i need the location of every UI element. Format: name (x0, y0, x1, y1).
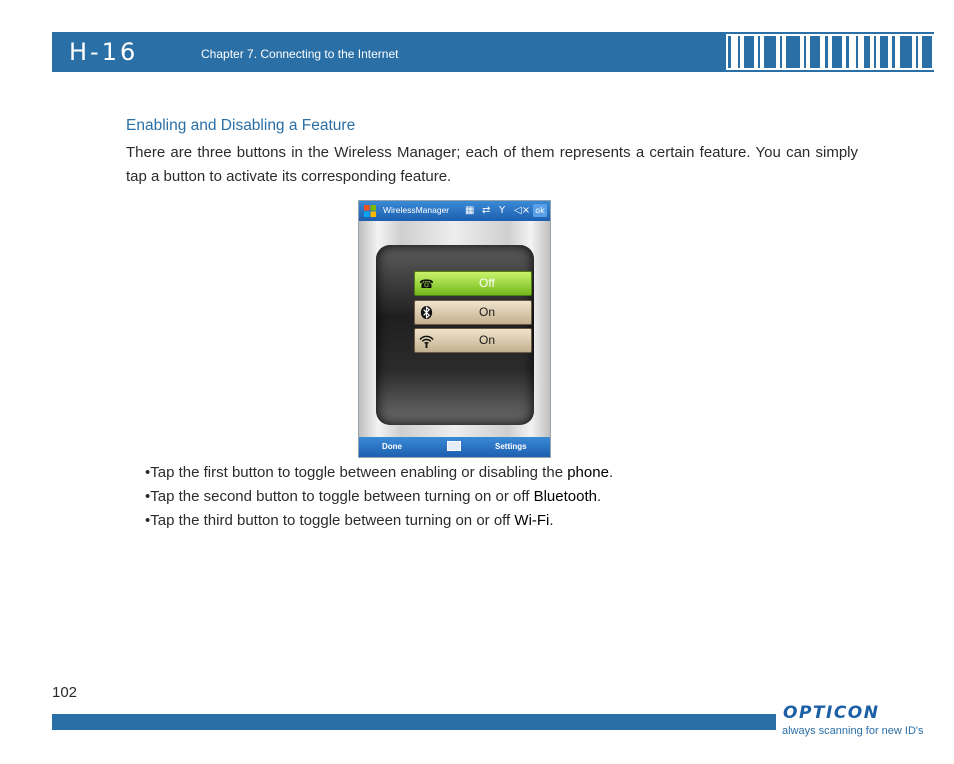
bluetooth-toggle-button[interactable] (414, 300, 532, 325)
app-title: WirelessManager (383, 205, 450, 215)
wifi-toggle-button[interactable] (414, 328, 532, 353)
device-softkey-bar (359, 437, 550, 457)
model-name: H-16 (69, 38, 139, 66)
wireless-manager-screenshot (359, 201, 550, 457)
feature-panel (376, 245, 534, 425)
phone-toggle-button[interactable] (414, 271, 532, 296)
bluetooth-status: On (479, 305, 496, 319)
bullet-keyword: Bluetooth (533, 488, 597, 505)
bullet-suffix: . (549, 512, 554, 529)
bullet-list (145, 461, 613, 533)
bullet-suffix: . (596, 488, 602, 505)
opticon-logo: OPTICON (783, 703, 880, 723)
chapter-title: Chapter 7. Connecting to the Internet (201, 47, 399, 61)
keyboard-status-icon: ▦ (465, 205, 475, 216)
phone-icon: ☎ (419, 276, 434, 291)
signal-icon: Y (499, 205, 506, 216)
phone-status: Off (479, 276, 495, 290)
bullet-keyword: phone (567, 464, 609, 481)
wifi-icon (418, 332, 435, 349)
device-background (359, 221, 550, 437)
volume-icon[interactable]: ◁× (514, 205, 531, 216)
bullet-suffix: . (608, 464, 614, 481)
device-titlebar (359, 201, 550, 221)
bullet-item (145, 485, 613, 509)
done-softkey[interactable]: Done (382, 442, 402, 451)
input-panel-icon[interactable] (447, 441, 461, 451)
settings-softkey[interactable]: Settings (495, 442, 527, 451)
bullet-text: •Tap the first button to toggle between enabling or disabling the (145, 464, 568, 481)
windows-flag-icon (362, 203, 378, 219)
ok-button[interactable]: ok (533, 204, 547, 217)
section-title: Enabling and Disabling a Feature (126, 117, 356, 134)
bullet-item (145, 509, 613, 533)
section-body: There are three buttons in the Wireless Manager; each of them represents a certain feature. You can simply tap a button to activate its corresponding feature. (126, 144, 858, 185)
bluetooth-icon (418, 304, 435, 321)
bullet-text: •Tap the second button to toggle between turning on or off (145, 488, 534, 505)
wifi-status: On (479, 333, 496, 347)
page-number: 102 (52, 684, 78, 701)
sync-icon: ⇄ (482, 205, 491, 216)
footer-bar (52, 714, 776, 730)
logo-tagline: always scanning for new ID's (782, 725, 924, 737)
bullet-keyword: Wi-Fi (514, 512, 550, 529)
barcode-graphic (726, 34, 934, 70)
bullet-item (145, 461, 613, 485)
bullet-text: •Tap the third button to toggle between turning on or off (145, 512, 515, 529)
